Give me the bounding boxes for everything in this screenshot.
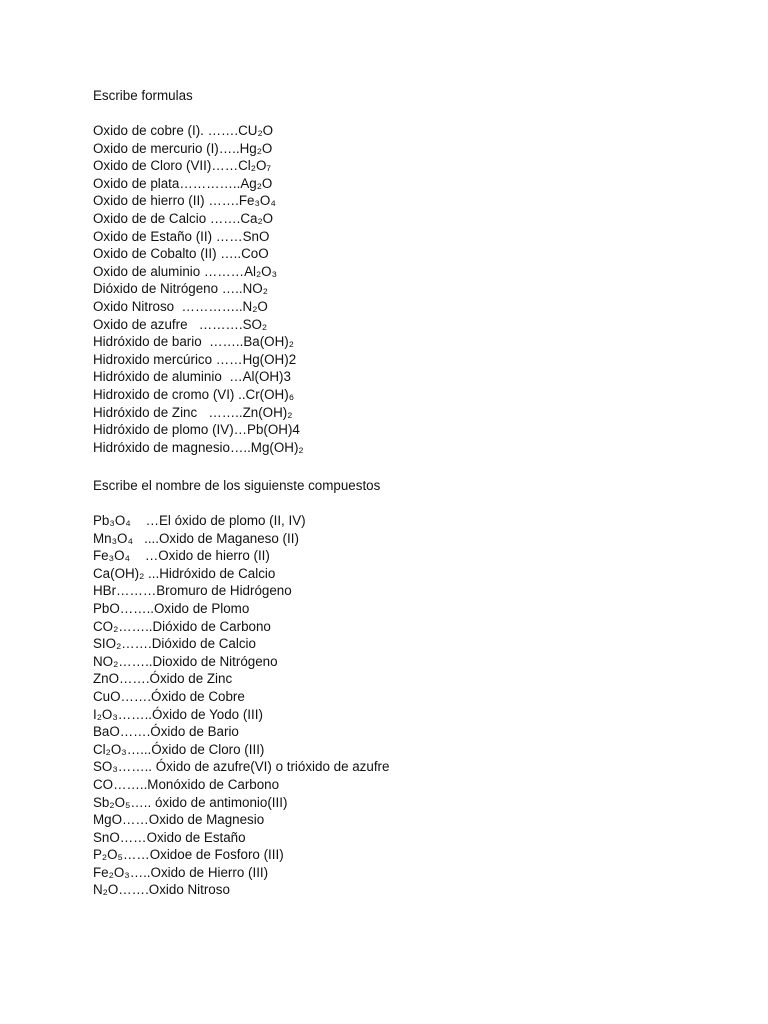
list-item: Oxido de Cobalto (II) …..CoO xyxy=(93,246,269,262)
list-item: Oxido de hierro (II) …….Fe₃O₄ xyxy=(93,193,276,209)
list-item: N₂O…….Oxido Nitroso xyxy=(93,882,230,898)
formula-list xyxy=(93,122,733,456)
list-item: Hidroxido de cromo (VI) ..Cr(OH)₆ xyxy=(93,386,295,402)
list-item: Mn₃O₄ ....Oxido de Maganeso (II) xyxy=(93,530,299,546)
list-item: Hidróxido de bario ……..Ba(OH)₂ xyxy=(93,334,294,350)
list-item: Pb₃O₄ …El óxido de plomo (II, IV) xyxy=(93,513,306,528)
list-item: SnO……Oxido de Estaño xyxy=(93,829,246,845)
list-item: Hidroxido mercúrico ……Hg(OH)2 xyxy=(93,351,297,367)
compound-name-list xyxy=(93,512,733,899)
list-item: SO₃…….. Óxido de azufre(VI) o trióxido de azufre xyxy=(93,759,390,775)
list-item: I₂O₃……..Óxido de Yodo (III) xyxy=(93,706,263,722)
list-item: Oxido de Cloro (VII)……Cl₂O₇ xyxy=(93,158,271,174)
list-item: Oxido de mercurio (I)…..Hg₂O xyxy=(93,140,273,156)
list-item: Oxido de cobre (I). …….CU₂O xyxy=(93,123,274,138)
list-item: Sb₂O₅….. óxido de antimonio(III) xyxy=(93,794,288,810)
list-item: CO……..Monóxido de Carbono xyxy=(93,776,280,792)
list-item: ZnO…….Óxido de Zinc xyxy=(93,671,233,687)
list-item: Dióxido de Nitrógeno …..NO₂ xyxy=(93,281,268,297)
list-item: Hidróxido de aluminio …Al(OH)3 xyxy=(93,369,291,385)
list-item: CO₂……..Dióxido de Carbono xyxy=(93,618,271,634)
list-item: P₂O₅……Oxidoe de Fosforo (III) xyxy=(93,847,284,863)
section-title-names: Escribe el nombre de los siguienste compuestos xyxy=(93,478,381,493)
list-item: Oxido de azufre ……….SO₂ xyxy=(93,316,268,332)
list-item: MgO……Oxido de Magnesio xyxy=(93,812,265,828)
list-item: Hidróxido de magnesio…..Mg(OH)₂ xyxy=(93,439,304,455)
list-item: Oxido de de Calcio …….Ca₂O xyxy=(93,210,274,226)
list-item: Oxido Nitroso …………..N₂O xyxy=(93,298,268,314)
list-item: SIO₂…….Dióxido de Calcio xyxy=(93,636,256,652)
list-item: PbO……..Oxido de Plomo xyxy=(93,600,250,616)
list-item: Fe₂O₃…..Oxido de Hierro (III) xyxy=(93,864,269,880)
list-item: Hidróxido de Zinc ……..Zn(OH)₂ xyxy=(93,404,293,420)
list-item: Oxido de plata…………..Ag₂O xyxy=(93,175,273,191)
section-title-formulas: Escribe formulas xyxy=(93,88,193,103)
list-item: Fe₃O₄ …Oxido de hierro (II) xyxy=(93,548,270,564)
list-item: Oxido de Estaño (II) ……SnO xyxy=(93,228,270,244)
list-item: NO₂……..Dioxido de Nitrógeno xyxy=(93,653,278,669)
list-item: HBr………Bromuro de Hidrógeno xyxy=(93,583,292,599)
list-item: Oxido de aluminio ………Al₂O₃ xyxy=(93,263,278,279)
list-item: BaO…….Óxido de Bario xyxy=(93,724,239,740)
list-item: Hidróxido de plomo (IV)…Pb(OH)4 xyxy=(93,422,300,438)
list-item: Cl₂O₃…...Óxido de Cloro (III) xyxy=(93,741,265,757)
list-item: CuO…….Óxido de Cobre xyxy=(93,688,245,704)
list-item: Ca(OH)₂ ...Hidróxido de Calcio xyxy=(93,565,276,581)
